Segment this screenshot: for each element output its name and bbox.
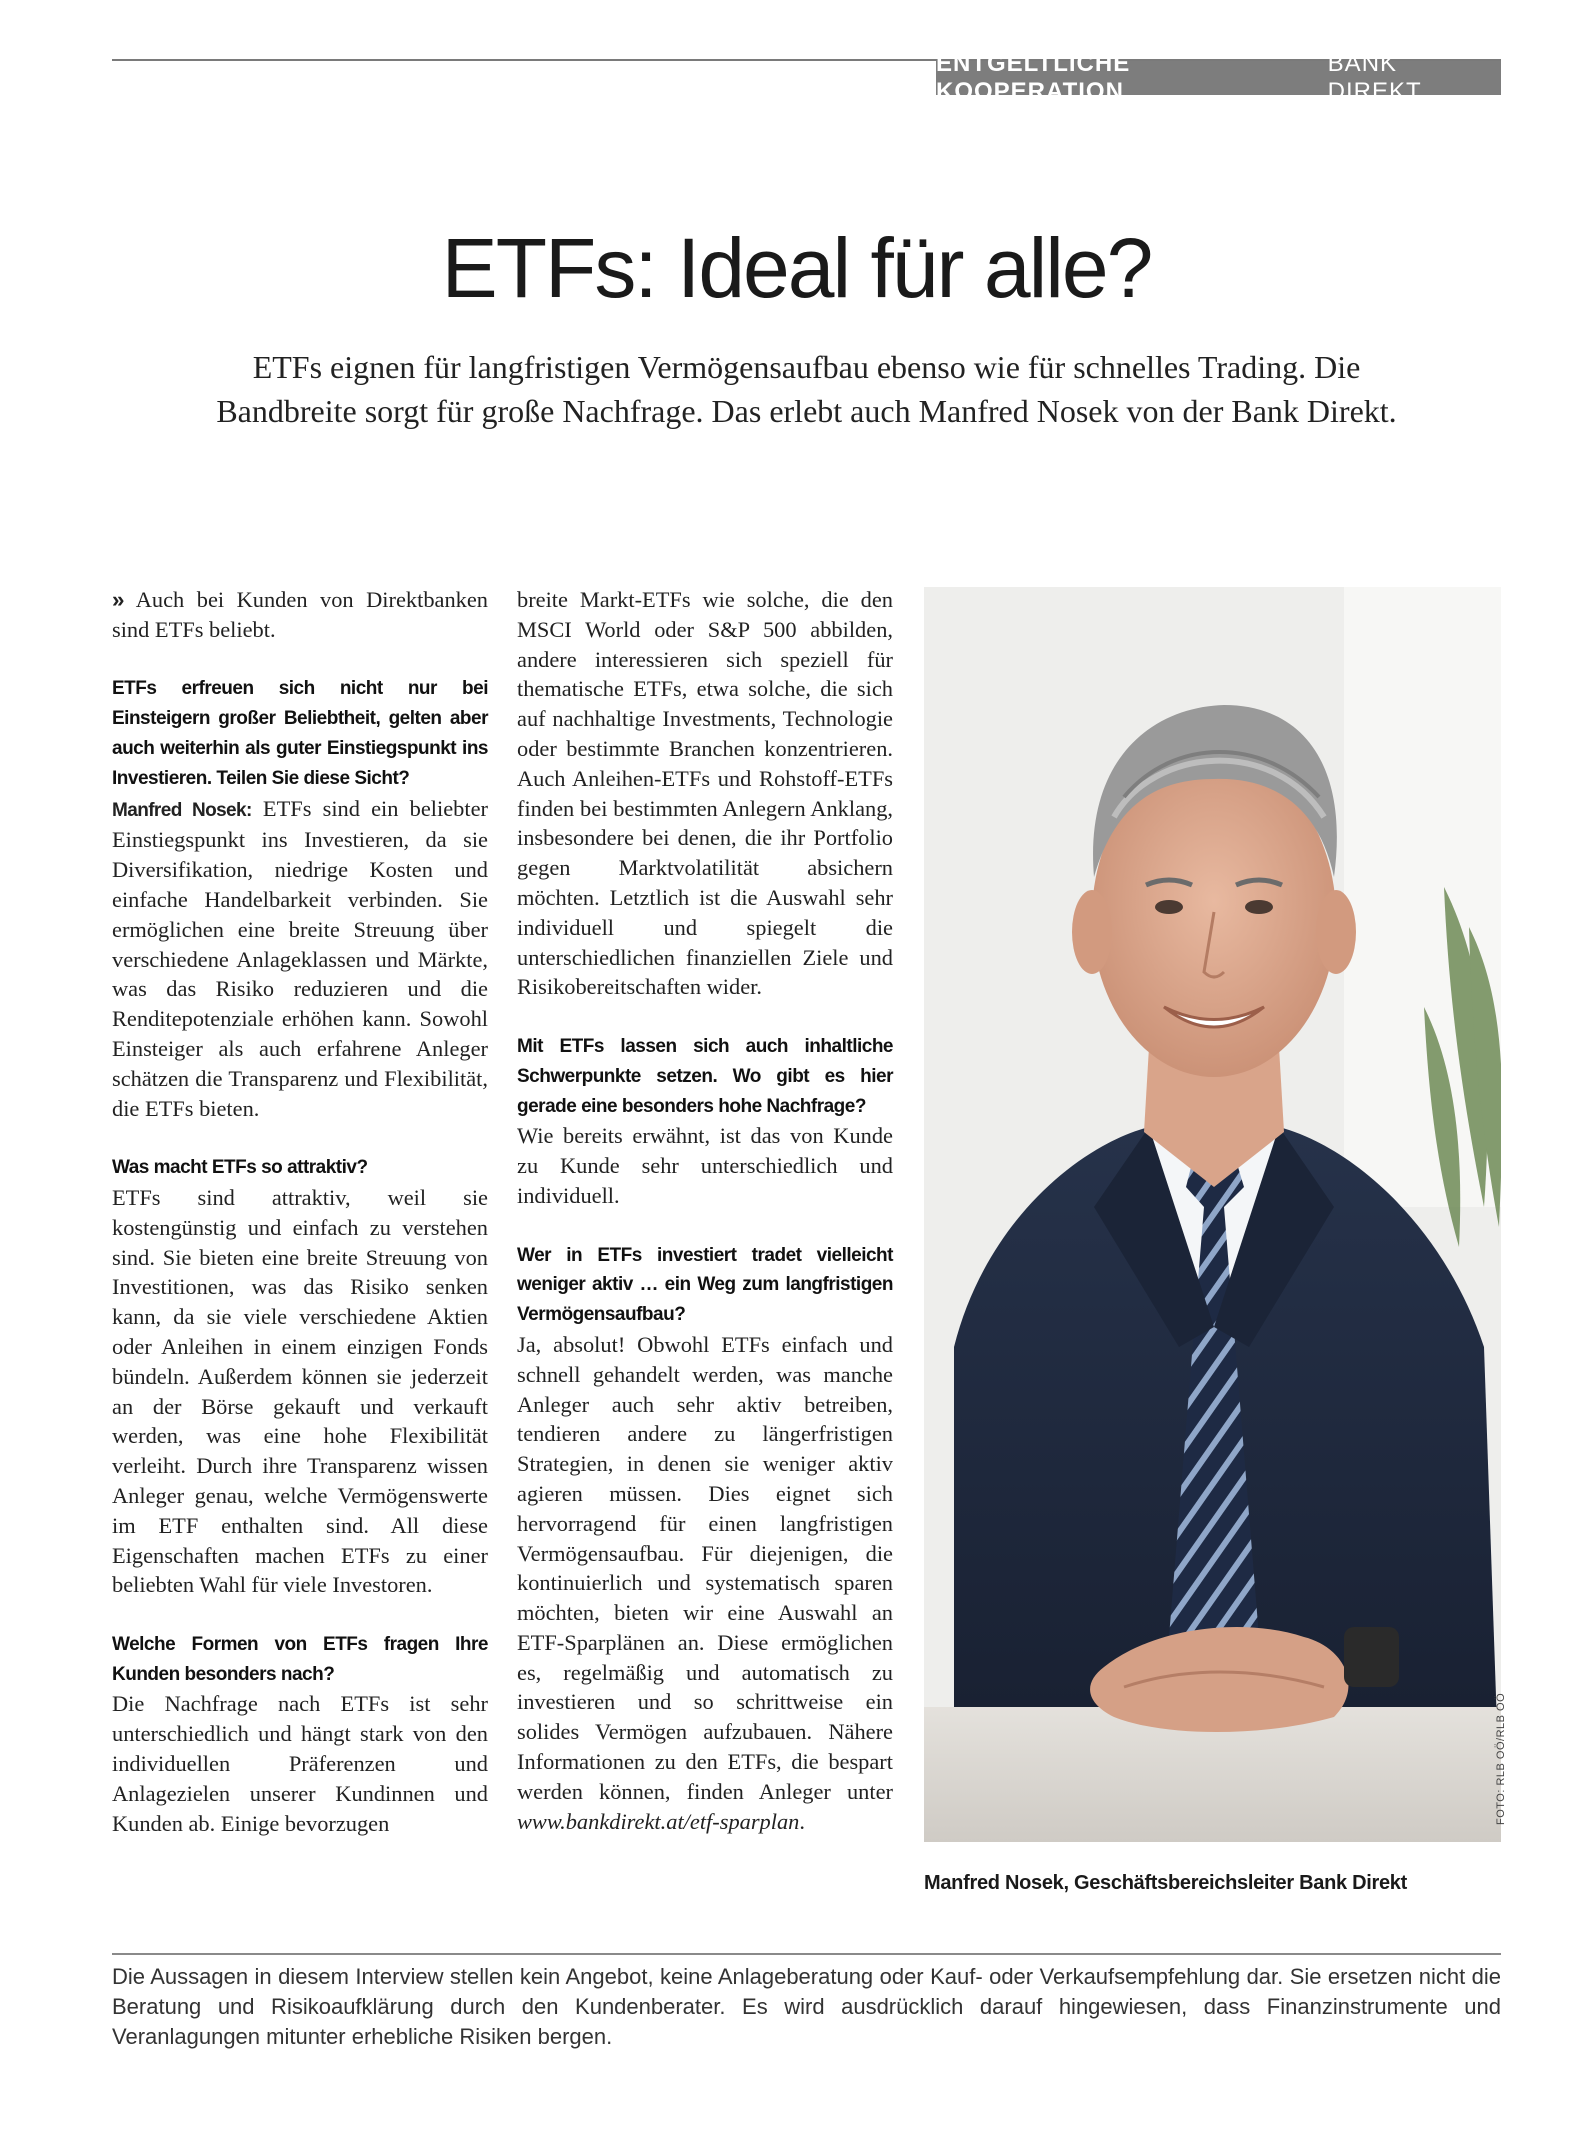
text-column-1 xyxy=(112,585,488,1838)
cooperation-label xyxy=(936,50,1501,105)
answer-4: Wie bereits erwähnt, ist das von Kunde zu Kunde sehr unterschiedlich und individuell. xyxy=(517,1123,893,1208)
answer-5-end: . xyxy=(799,1808,805,1834)
portrait-illustration xyxy=(924,587,1501,1842)
subhead-line-1: ETFs eignen für langfristigen Vermögensaufbau ebenso wie für schnelles Trading. Die xyxy=(252,349,1361,385)
question-3: Welche Formen von ETFs fragen Ihre Kunden besonders nach? xyxy=(112,1633,488,1685)
subhead-line-2: Bandbreite sorgt für große Nachfrage. Das erlebt auch Manfred Nosek von der Bank Direkt. xyxy=(216,393,1397,429)
answer-5-text: Ja, absolut! Obwohl ETFs einfach und schnell gehandelt werden, was manche Anleger auch sehr aktiv betreiben, tendieren andere zu längerfristigen Strategien, in denen sie weniger aktiv agieren müssen. Dies eignet sich hervorragend für einen langfristigen Vermögensaufbau. Für diejenigen, die kontinuierlich und systematisch sparen möchten, bieten wir eine Auswahl an ETF-Sparplänen an. Diese ermöglichen es, regelmäßig und automatisch zu investieren und so schrittweise ein solides Vermögen aufzubauen. Nähere Informationen zu den ETFs, die bespart werden können, finden Anleger unter xyxy=(517,1331,893,1804)
text-column-2 xyxy=(517,585,893,1836)
portrait-photo xyxy=(924,587,1501,1842)
answer-1-text: ETFs sind ein beliebter Einstiegspunkt ins Investieren, da sie Diversifikation, niedrige Kosten und einfache Handelbarkeit verbinden. Sie ermöglichen eine breite Streuung über verschiedene Anlageklassen und Märkte, was das Risiko reduzieren und die Renditepotenziale erhöhen kann. Sowohl Einsteiger als auch erfahrene Anleger schätzen die Transparenz und Flexibilität, die ETFs bieten. xyxy=(112,795,488,1121)
disclaimer-text: Die Aussagen in diesem Interview stellen kein Angebot, keine Anlageberatung oder Kauf- oder Verkaufsempfehlung dar. Sie ersetzen nicht die Beratung und Risikoaufklärung durch den Kundenberater. Es wird ausdrücklich darauf hingewiesen, dass Finanzinstrumente und Veranlagungen mitunter erhebliche Risiken bergen. xyxy=(112,1964,1501,2049)
photo-credit: FOTO: RLB OÖ/RLB OÖ xyxy=(1495,1692,1507,1825)
question-4: Mit ETFs lassen sich auch inhaltliche Schwerpunkte setzen. Wo gibt es hier gerade eine besonders hohe Nachfrage? xyxy=(517,1035,893,1117)
cooperation-label-bold: ENTGELTLICHE KOOPERATION xyxy=(936,50,1131,105)
article-subhead xyxy=(112,345,1501,433)
answer-2: ETFs sind attraktiv, weil sie kostengünstig und einfach zu verstehen sind. Sie bieten eine breite Streuung von Investitionen, was das Risiko senken kann, da sie viele verschiedene Aktien oder Anleihen in einem einzigen Fonds bündeln. Außerdem können sie jederzeit an der Börse gekauft und verkauft werden, was eine hohe Flexibilität verleiht. Durch ihre Transparenz wissen Anleger genau, welche Vermögenswerte im ETF enthalten sind. All diese Eigenschaften machen ETFs zu einer beliebten Wahl für viele Investoren. xyxy=(112,1184,488,1598)
sparplan-link[interactable]: www.bankdirekt.at/etf-sparplan xyxy=(517,1808,800,1834)
question-1: ETFs erfreuen sich nicht nur bei Einsteigern großer Beliebtheit, gelten aber auch weiterhin als guter Einstiegspunkt ins Investieren. Teilen Sie diese Sicht? xyxy=(112,678,488,789)
quote-marker-icon: » xyxy=(112,587,125,612)
question-5: Wer in ETFs investiert tradet vielleicht weniger aktiv … ein Weg zum langfristigen Vermögensaufbau? xyxy=(517,1244,893,1326)
answer-3: Die Nachfrage nach ETFs ist sehr unterschiedlich und hängt stark von den individuellen Präferenzen und Anlagezielen unserer Kundinnen und Kunden ab. Einige bevorzugen xyxy=(112,1691,488,1836)
answer-1 xyxy=(112,794,488,1124)
article-title: ETFs: Ideal für alle? xyxy=(441,221,1152,315)
footer-rule xyxy=(112,1953,1501,1955)
intro-text: Auch bei Kunden von Direktbanken sind ETFs beliebt. xyxy=(112,587,488,642)
question-2: Was macht ETFs so attraktiv? xyxy=(112,1157,368,1179)
speaker-name: Manfred Nosek: xyxy=(112,799,252,821)
photo-caption: Manfred Nosek, Geschäftsbereichsleiter Bank Direkt xyxy=(924,1872,1407,1894)
cooperation-label-partner: BANK DIREKT xyxy=(1327,50,1422,105)
intro-paragraph xyxy=(112,585,488,645)
answer-5 xyxy=(517,1330,893,1837)
answer-3-continued: breite Markt-ETFs wie solche, die den MSCI World oder S&P 500 abbilden, andere interessieren sich speziell für thematische ETFs, etwa solche, die sich auf nachhaltige Investments, Technologie oder bestimmte Branchen konzentrieren. Auch Anleihen-ETFs und Rohstoff-ETFs finden bei bestimmten Anlegern Anklang, insbesondere bei denen, die ihr Portfolio gegen Marktvolatilität absichern möchten. Letztlich ist die Auswahl sehr individuell und spiegelt die unterschiedlichen finanziellen Ziele und Risikobereitschaften wider. xyxy=(517,587,893,1000)
